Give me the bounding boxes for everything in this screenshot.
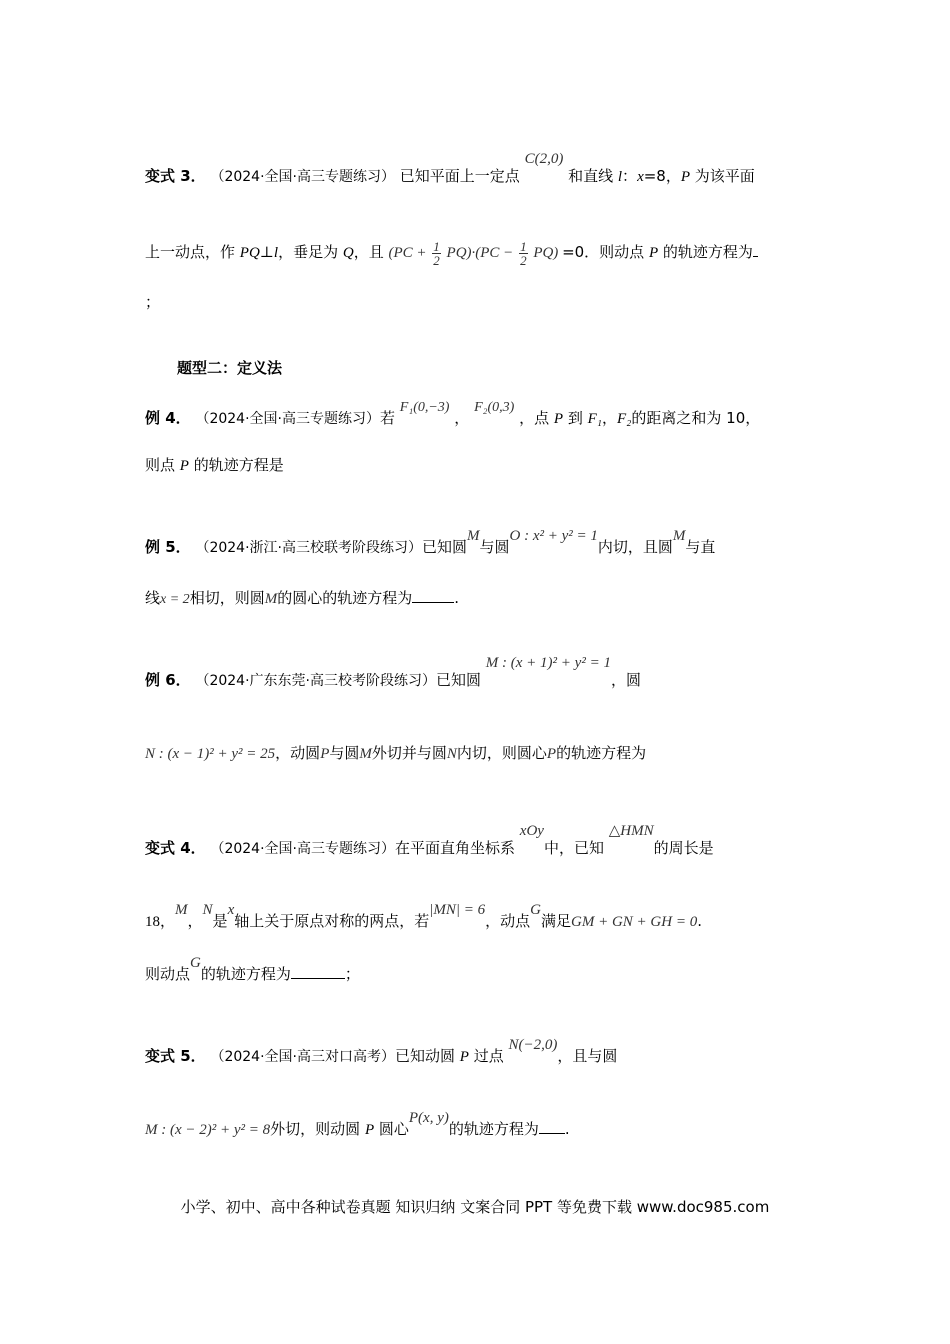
math-m: M — [175, 902, 188, 918]
math-point-c: C(2,0) — [524, 151, 564, 167]
variant-3-line-1 — [145, 151, 755, 187]
variant-5-line-2 — [145, 1110, 570, 1140]
math-circle-m: M : (x − 2)² + y² = 8 — [145, 1122, 271, 1138]
text: ，且 — [353, 243, 384, 261]
math-m: M — [467, 528, 480, 544]
math-xoy: xOy — [519, 823, 544, 839]
text: =0．则动点 — [562, 243, 649, 261]
text: 的轨迹方程为 — [200, 965, 291, 983]
example-5-label: 例 5． — [145, 538, 191, 556]
example-6-source: （2024·广东东莞·高三校考阶段练习） — [195, 673, 436, 689]
answer-blank — [412, 588, 454, 603]
math-var: F₂ — [617, 411, 632, 427]
math-var: l — [273, 245, 279, 261]
math-p: P — [546, 746, 557, 762]
text: ； — [145, 293, 161, 311]
example-4-line-2 — [145, 455, 284, 476]
variant-4-line-2 — [145, 902, 702, 932]
answer-blank — [753, 242, 758, 257]
math-var: x — [637, 169, 644, 185]
math-mn: |MN| = 6 — [429, 902, 486, 918]
math-point-n: N(−2,0) — [508, 1037, 558, 1053]
math-g: G — [190, 955, 201, 971]
text: ： — [622, 167, 638, 185]
math-circle-m: M : (x + 1)² + y² = 1 — [485, 655, 611, 671]
expr-part: PQ)·(PC − — [446, 245, 514, 261]
fraction-numerator: 1 — [520, 239, 527, 255]
text: 中，已知 — [543, 839, 604, 857]
example-5-line-2 — [145, 588, 459, 610]
example-5-source: （2024·浙江·高三校联考阶段练习） — [195, 540, 422, 556]
math-g: G — [530, 902, 541, 918]
text: ， — [601, 409, 617, 427]
math-var: F₁ — [587, 411, 602, 427]
text: 与直 — [685, 538, 716, 556]
example-4-label: 例 4． — [145, 409, 191, 427]
expr-part: PQ) — [533, 245, 559, 261]
text: 已知圆 — [435, 671, 481, 689]
math-circle-o: O : x² + y² = 1 — [509, 528, 598, 544]
perp-symbol: ⊥ — [259, 245, 274, 261]
vector-expression — [388, 239, 562, 269]
math-var: P — [364, 1122, 375, 1138]
math-triangle: △HMN — [608, 823, 654, 839]
text: 则动点 — [145, 965, 191, 983]
text: . — [564, 1120, 570, 1138]
text: 与圆 — [479, 538, 510, 556]
text: ； — [344, 965, 360, 983]
variant-3-label: 变式 3． — [145, 167, 206, 185]
text: 已知平面上一定点 — [399, 167, 520, 185]
text: 在平面直角坐标系 — [394, 839, 515, 857]
text: 18， — [145, 914, 176, 930]
text: 满足 — [540, 912, 571, 930]
text: 圆心 — [374, 1120, 409, 1138]
variant-3-line-2 — [145, 236, 758, 269]
text: 的轨迹方程为 — [556, 744, 647, 762]
answer-blank — [539, 1119, 565, 1134]
text: 到 — [563, 409, 588, 427]
text: 外切，则动圆 — [270, 1120, 365, 1138]
math-var: P — [459, 1049, 469, 1065]
text: 的轨迹方程是 — [188, 456, 284, 474]
variant-3-line-3 — [145, 292, 160, 312]
fraction — [432, 240, 441, 267]
fraction-denominator: 2 — [433, 253, 440, 269]
text: 内切，则圆心 — [456, 744, 547, 762]
math-var: P — [680, 169, 691, 185]
text: 已知动圆 — [394, 1047, 460, 1065]
text: 与圆 — [329, 744, 360, 762]
example-6-label: 例 6． — [145, 671, 191, 689]
text: 轴上关于原点对称的两点，若 — [234, 912, 430, 930]
variant-5-label: 变式 5． — [145, 1047, 206, 1065]
text: 线 — [145, 589, 161, 607]
math-m: M — [359, 746, 372, 762]
math-x: x — [227, 902, 235, 918]
math-var: Q — [342, 245, 354, 261]
text: ，点 — [519, 409, 554, 427]
text: 上一动点，作 — [145, 243, 240, 261]
text: 是 — [212, 912, 228, 930]
variant-5-source: （2024·全国·高三对口高考） — [210, 1049, 395, 1065]
math-circle-n: N : (x − 1)² + y² = 25 — [145, 746, 276, 762]
example-4-source: （2024·全国·高三专题练习） — [195, 411, 380, 427]
math-var: P — [648, 245, 659, 261]
variant-4-line-1 — [145, 823, 714, 859]
variant-4-source: （2024·全国·高三专题练习） — [210, 841, 395, 857]
math-m: M — [672, 528, 686, 544]
text: ，动点 — [485, 912, 531, 930]
example-6-line-2 — [145, 743, 646, 764]
text: ，圆 — [610, 671, 641, 689]
math-point-p: P(x, y) — [408, 1110, 449, 1126]
text: 则点 — [145, 456, 180, 474]
text: ， — [187, 912, 203, 930]
math-n: N — [202, 902, 213, 918]
variant-4-label: 变式 4． — [145, 839, 206, 857]
text: ，垂足为 — [278, 243, 343, 261]
fraction-denominator: 2 — [520, 253, 527, 269]
footer-banner: 小学、初中、高中各种试卷真题 知识归纳 文案合同 PPT 等免费下载 www.doc985.com — [180, 1198, 770, 1216]
math-f2: F₂(0,3) — [474, 400, 515, 415]
math-n: N — [446, 746, 457, 762]
text: 已知圆 — [421, 538, 467, 556]
example-6-line-1 — [145, 655, 641, 691]
section-heading: 题型二：定义法 — [177, 359, 283, 377]
example-5-line-1 — [145, 528, 716, 558]
text: 和直线 — [568, 167, 618, 185]
math-var: PQ — [239, 245, 260, 261]
text: 的圆心的轨迹方程为 — [277, 589, 413, 607]
text: 相切，则圆 — [189, 589, 265, 607]
variant-3-source: （2024·全国·高三专题练习） — [210, 169, 395, 185]
math-m: M — [264, 591, 278, 607]
variant-5-line-1 — [145, 1037, 618, 1067]
math-var: P — [553, 411, 564, 427]
text: 为该平面 — [690, 167, 755, 185]
example-4-line-1 — [145, 400, 761, 430]
fraction — [519, 240, 528, 267]
text: 的轨迹方程为 — [658, 243, 753, 261]
math-var: P — [179, 458, 189, 474]
fraction-numerator: 1 — [433, 239, 440, 255]
math-var: l — [617, 169, 623, 185]
expr-part: (PC + — [388, 245, 427, 261]
text: ，动圆 — [275, 744, 321, 762]
variant-4-line-3 — [145, 955, 360, 985]
text: ， — [454, 409, 470, 427]
text: 内切，且圆 — [597, 538, 673, 556]
math-line-x2: x = 2 — [160, 592, 190, 607]
math-p: P — [320, 746, 330, 762]
math-vector-eq: GM + GN + GH = 0 — [571, 914, 698, 930]
text: . — [454, 589, 459, 607]
math-f1: F₁(0,−3) — [399, 400, 450, 415]
text: 若 — [379, 409, 395, 427]
text: ，且与圆 — [557, 1047, 618, 1065]
answer-blank — [291, 964, 345, 979]
text: 的轨迹方程为 — [448, 1120, 539, 1138]
text: 过点 — [468, 1047, 504, 1065]
text: 的周长是 — [653, 839, 714, 857]
text: . — [697, 912, 702, 930]
text: =8， — [643, 167, 681, 185]
text: 的距离之和为 10， — [631, 409, 761, 427]
text: 外切并与圆 — [371, 744, 447, 762]
